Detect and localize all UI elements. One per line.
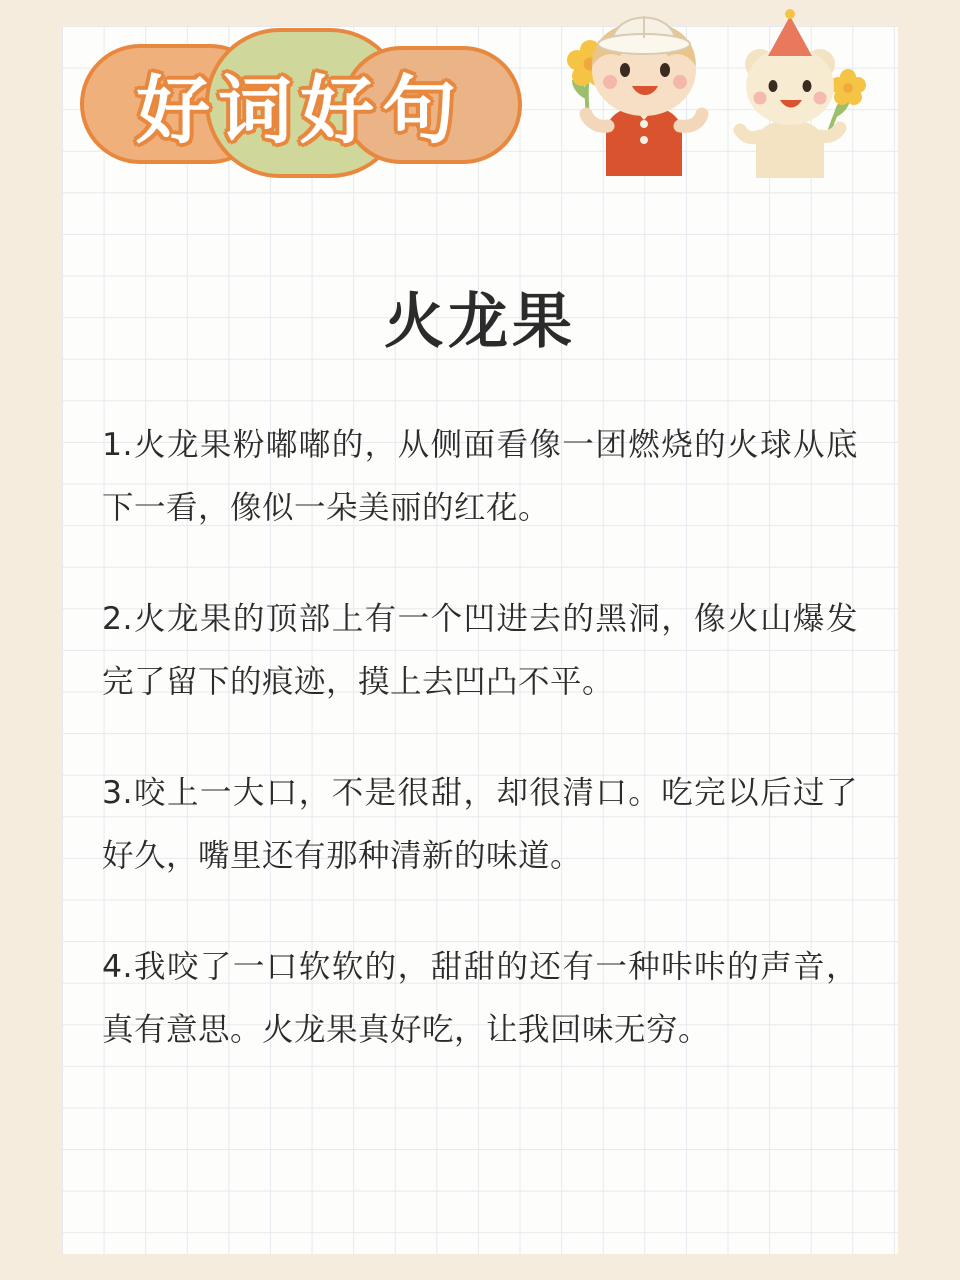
paragraph-2: 2.火龙果的顶部上有一个凹进去的黑洞，像火山爆发完了留下的痕迹，摸上去凹凸不平。 xyxy=(102,601,858,700)
mascot-illustrations xyxy=(528,8,888,193)
badge-label: 好词好句 xyxy=(136,68,464,154)
paragraph-1: 1.火龙果粉嘟嘟的，从侧面看像一团燃烧的火球从底下一看，像似一朵美丽的红花。 xyxy=(102,427,858,526)
paragraph-3: 3.咬上一大口，不是很甜，却很清口。吃完以后过了好久，嘴里还有那种清新的味道。 xyxy=(102,775,858,874)
document-body xyxy=(62,200,898,1254)
title-badge xyxy=(80,28,520,178)
page-title: 火龙果 xyxy=(384,287,576,357)
girl-with-flower-icon xyxy=(567,16,702,176)
page-header xyxy=(62,8,898,198)
bear-with-party-hat-icon xyxy=(740,9,866,178)
paragraph-4: 4.我咬了一口软软的，甜甜的还有一种咔咔的声音，真有意思。火龙果真好吃，让我回味无穷。 xyxy=(102,949,858,1048)
